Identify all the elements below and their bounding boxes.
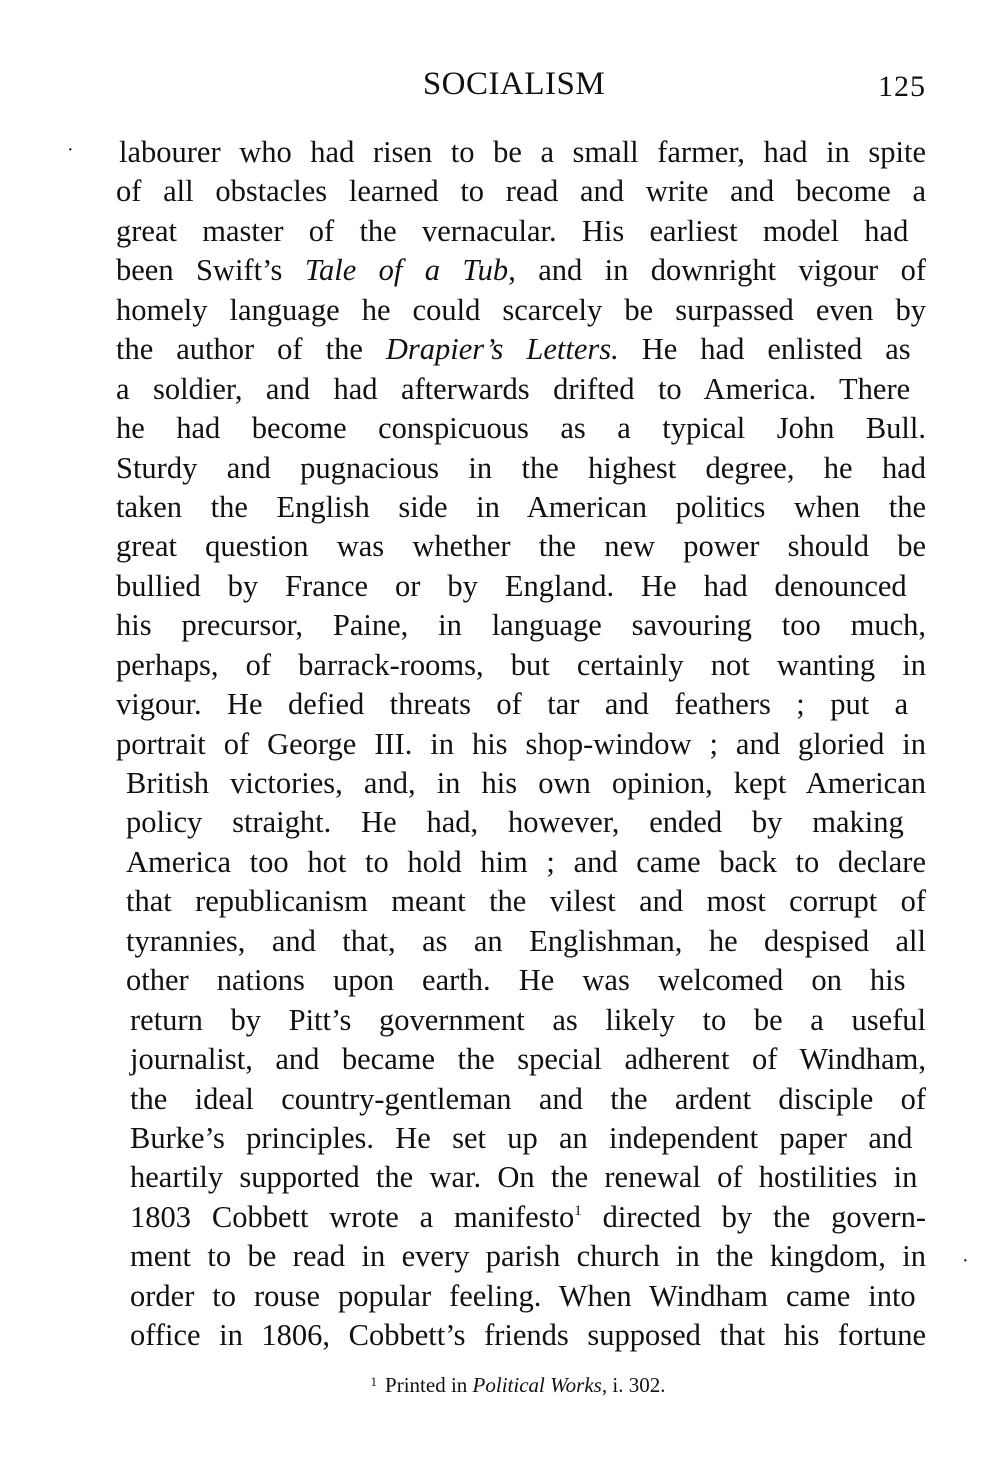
body-line	[116, 843, 926, 882]
body-line	[116, 527, 926, 566]
italic-title: Drapier’s Letters.	[385, 332, 619, 367]
line-text: great master of the vernacular. His earliest model had	[116, 213, 909, 248]
line-text: office in 1806, Cobbett’s friends supposed that his fortune	[130, 1318, 926, 1353]
body-line	[116, 488, 926, 527]
line-text: the author of the	[116, 332, 386, 367]
body-line	[116, 330, 926, 369]
line-text: he had become conspicuous as a typical John Bull.	[116, 411, 926, 446]
line-text: the ideal country-gentleman and the ardent disciple of	[130, 1081, 926, 1116]
body-line	[116, 1237, 926, 1276]
body-line	[116, 685, 926, 724]
body-line	[116, 251, 926, 290]
line-text: Burke’s principles. He set up an independent paper and	[130, 1120, 913, 1155]
line-text: ment to be read in every parish church in the kingdom, in	[130, 1239, 926, 1274]
footnote	[0, 1373, 1000, 1398]
page-number: 125	[878, 70, 926, 103]
line-text: return by Pitt’s government as likely to be a useful	[130, 1002, 926, 1037]
line-text: British victories, and, in his own opinion, kept American	[126, 766, 926, 800]
footnote-reference[interactable]: 1	[574, 1202, 582, 1219]
body-line	[116, 1198, 926, 1237]
line-text: journalist, and became the special adherent of Windham,	[130, 1042, 926, 1077]
footnote-marker: 1	[370, 1374, 378, 1389]
line-text: homely language he could scarcely be surpassed even by	[116, 292, 926, 327]
line-text: Sturdy and pugnacious in the highest degree, he had	[116, 450, 926, 485]
body-line	[116, 449, 926, 488]
body-line	[116, 1080, 926, 1119]
body-line	[116, 291, 926, 330]
body-line	[116, 409, 926, 448]
body-line	[116, 370, 926, 409]
line-text: his precursor, Paine, in language savouring too much,	[116, 608, 926, 643]
line-text: policy straight. He had, however, ended by making	[126, 805, 904, 840]
line-text: bullied by France or by England. He had denounced	[116, 568, 907, 603]
body-line	[116, 764, 926, 803]
line-text: tyrannies, and that, as an Englishman, he despised all	[126, 923, 926, 958]
body-line	[116, 1277, 926, 1316]
body-line	[116, 606, 926, 645]
body-line	[116, 1040, 926, 1079]
body-line	[116, 803, 926, 842]
line-text: other nations upon earth. He was welcomed on his	[126, 963, 906, 998]
italic-title: Tale of a Tub	[304, 253, 509, 288]
line-text: America too hot to hold him ; and came back to declare	[126, 844, 926, 879]
line-text: directed by the govern-	[581, 1199, 926, 1234]
running-title: SOCIALISM	[422, 66, 606, 102]
line-text: He had enlisted as	[618, 332, 911, 367]
body-line	[116, 212, 926, 251]
body-line	[116, 1001, 926, 1040]
line-text: a soldier, and had afterwards drifted to America. There	[116, 371, 911, 406]
body-line	[116, 1158, 926, 1197]
body-text	[116, 133, 926, 1356]
line-text: that republicanism meant the vilest and most corrupt of	[126, 884, 926, 919]
line-text: , and in downright vigour of	[508, 253, 926, 288]
running-head	[0, 62, 1000, 106]
body-line	[116, 646, 926, 685]
body-line	[116, 1316, 926, 1355]
line-text: labourer who had risen to be a small farmer, had in spite	[119, 135, 926, 169]
body-line	[116, 567, 926, 606]
footnote-title: Political Works	[472, 1373, 602, 1397]
line-text: great question was whether the new power should be	[116, 529, 926, 564]
footnote-text-pre: Printed in	[385, 1373, 473, 1397]
body-line	[116, 725, 926, 764]
body-line	[116, 1119, 926, 1158]
line-text: order to rouse popular feeling. When Windham came into	[130, 1278, 916, 1313]
body-line	[116, 882, 926, 921]
line-text: perhaps, of barrack-rooms, but certainly not wanting in	[116, 647, 926, 682]
line-text: of all obstacles learned to read and write and become a	[116, 174, 926, 209]
line-text: 1803 Cobbett wrote a manifesto	[130, 1199, 575, 1234]
body-line	[116, 133, 926, 172]
left-margin-mark: ·	[67, 139, 74, 161]
body-line	[116, 961, 926, 1000]
body-line	[116, 922, 926, 961]
line-text: taken the English side in American politics when the	[116, 489, 926, 524]
right-margin-mark: ·	[962, 1250, 969, 1272]
footnote-text-post: , i. 302.	[601, 1373, 666, 1397]
line-text: heartily supported the war. On the renewal of hostilities in	[130, 1160, 918, 1195]
line-text: portrait of George III. in his shop-window ; and gloried in	[116, 726, 926, 761]
line-text: been Swift’s	[116, 253, 305, 288]
body-line	[116, 172, 926, 211]
line-text: vigour. He defied threats of tar and feathers ; put a	[116, 687, 909, 722]
